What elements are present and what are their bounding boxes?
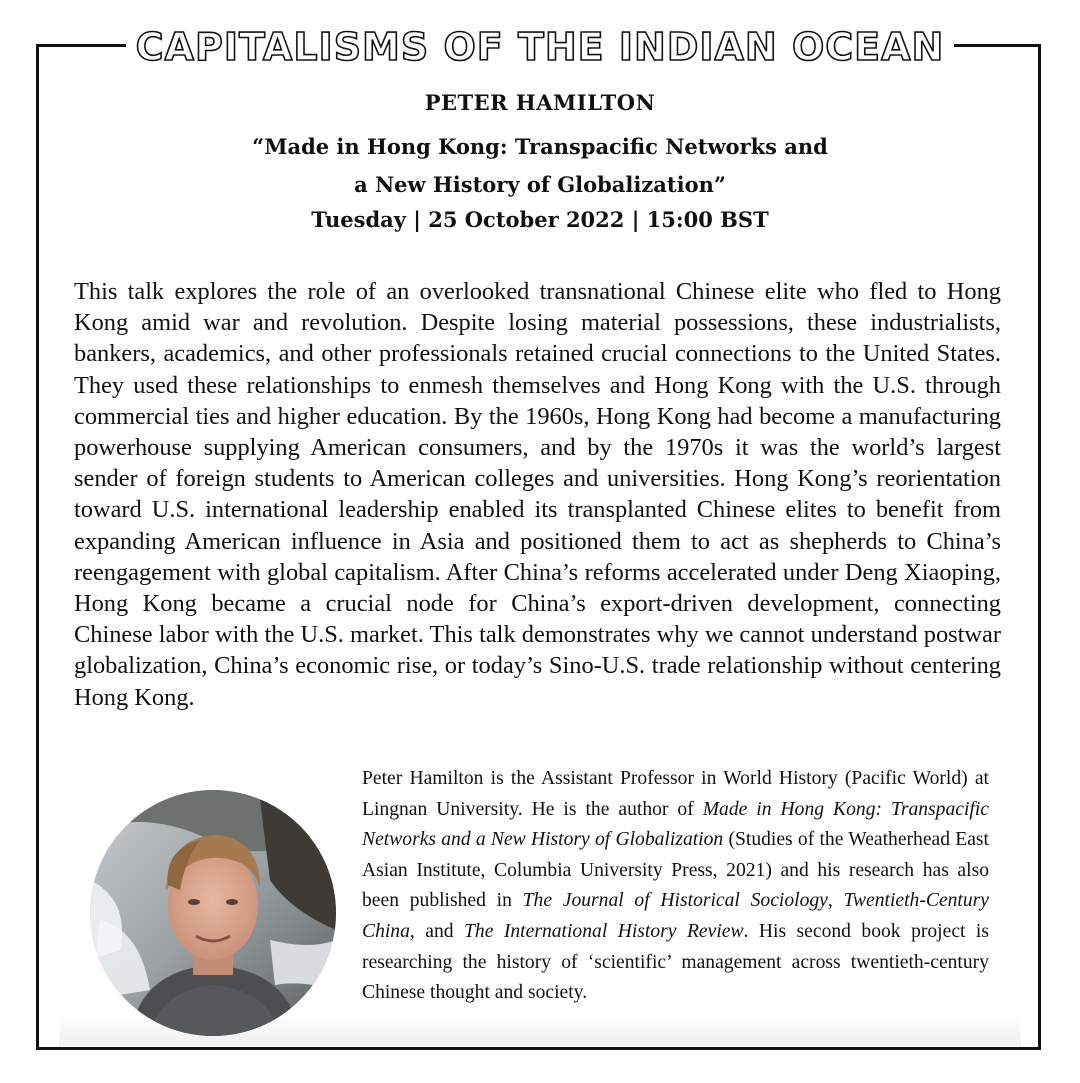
event-date-time: Tuesday | 25 October 2022 | 15:00 BST: [311, 207, 769, 232]
speaker-bio: [362, 764, 989, 1009]
talk-title-line-2: a New History of Globalization”: [354, 172, 726, 197]
bio-separator-1: ,: [827, 890, 844, 912]
bio-journal-3: The International History Review: [464, 920, 744, 942]
series-title: CAPITALISMS OF THE INDIAN OCEAN: [126, 28, 955, 66]
speaker-photo: [90, 790, 336, 1036]
bio-text-3: . His second book project is researching the history of ‘scientific’ management across twentieth-century Chinese thought and society.: [362, 920, 989, 1004]
bio-text-2: (Studies of the Weatherhead East Asian Institute, Columbia University Press, 2021) and his research has also been published in: [362, 829, 989, 912]
talk-title-line-1: “Made in Hong Kong: Transpacific Networks and: [252, 134, 828, 159]
bio-book-title: Made in Hong Kong: Transpacific Networks and a New History of Globalization: [362, 798, 989, 851]
series-banner: [0, 14, 1080, 80]
bio-text-1: Peter Hamilton is the Assistant Professor in World History (Pacific World) at Lingnan University. He is the author of: [362, 768, 989, 820]
bio-journal-1: The Journal of Historical Sociology: [522, 890, 828, 912]
talk-abstract: This talk explores the role of an overlooked transnational Chinese elite who fled to Hong Kong amid war and revolution. Despite losing material possessions, these industrialists, bankers, academics, and other professionals retained crucial connections to the United States. They used these relationships to enmesh themselves and Hong Kong with the U.S. through commercial ties and higher education. By the 1960s, Hong Kong had become a manufacturing powerhouse supplying American consumers, and by the 1970s it was the world’s largest sender of foreign students to American colleges and universities. Hong Kong’s reorientation toward U.S. international leadership enabled its transplanted Chinese elites to benefit from expanding American influence in Asia and positioned them to act as shepherds to China’s reengagement with global capitalism. After China’s reforms accelerated under Deng Xiaoping, Hong Kong became a crucial node for China’s export-driven development, connecting Chinese labor with the U.S. market. This talk demonstrates why we cannot understand postwar globalization, China’s economic rise, or today’s Sino-U.S. trade relationship without centering Hong Kong.: [74, 278, 1001, 711]
bio-journal-2: Twentieth-Century China: [362, 890, 989, 942]
talk-title: [0, 128, 1080, 204]
bio-separator-2: , and: [409, 920, 465, 942]
speaker-name: PETER HAMILTON: [424, 90, 656, 115]
speaker-portrait-image: [90, 790, 336, 1036]
